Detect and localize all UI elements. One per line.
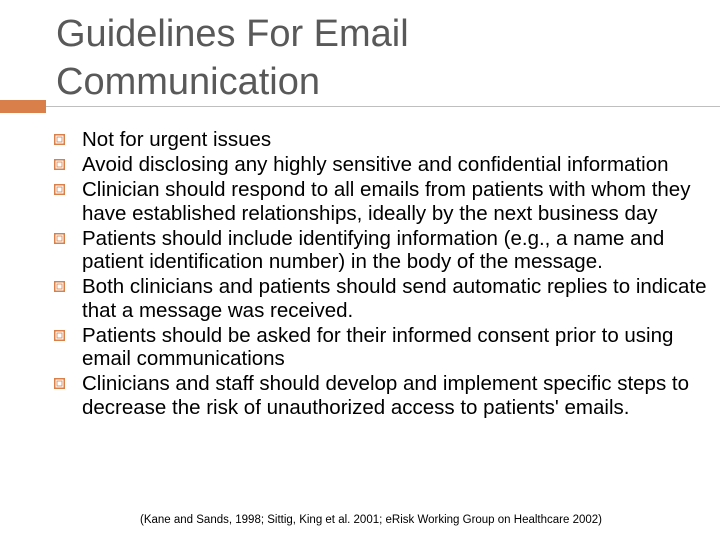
hollow-square-bullet-icon xyxy=(54,281,65,292)
hollow-square-bullet-icon xyxy=(54,184,65,195)
title-divider xyxy=(46,106,720,107)
bullet-text: Patients should include identifying information (e.g., a name and patient identification number) in the body of the message. xyxy=(82,226,665,273)
bullet-text: Clinician should respond to all emails from patients with whom they have established relationships, ideally by the next business day xyxy=(82,178,691,225)
hollow-square-bullet-icon xyxy=(54,159,65,170)
bullet-item xyxy=(54,324,714,371)
bullet-item xyxy=(54,275,714,322)
citation-text: (Kane and Sands, 1998; Sittig, King et al. 2001; eRisk Working Group on Healthcare 2002) xyxy=(140,514,602,526)
title-accent-bar xyxy=(0,100,46,113)
bullet-item xyxy=(54,178,714,225)
bullet-text: Both clinicians and patients should send automatic replies to indicate that a message was received. xyxy=(82,275,707,322)
bullet-text: Avoid disclosing any highly sensitive and confidential information xyxy=(82,153,669,176)
bullet-text: Not for urgent issues xyxy=(82,128,272,151)
bullet-list xyxy=(54,128,714,421)
hollow-square-bullet-icon xyxy=(54,134,65,145)
bullet-item xyxy=(54,227,714,274)
slide-title: Guidelines For Email Communication xyxy=(56,13,409,103)
hollow-square-bullet-icon xyxy=(54,233,65,244)
bullet-item xyxy=(54,372,714,419)
bullet-text: Clinicians and staff should develop and implement specific steps to decrease the risk of unauthorized access to patients' emails. xyxy=(82,372,689,419)
hollow-square-bullet-icon xyxy=(54,378,65,389)
bullet-item xyxy=(54,153,714,177)
bullet-text: Patients should be asked for their informed consent prior to using email communications xyxy=(82,323,674,370)
hollow-square-bullet-icon xyxy=(54,330,65,341)
bullet-item xyxy=(54,128,714,152)
